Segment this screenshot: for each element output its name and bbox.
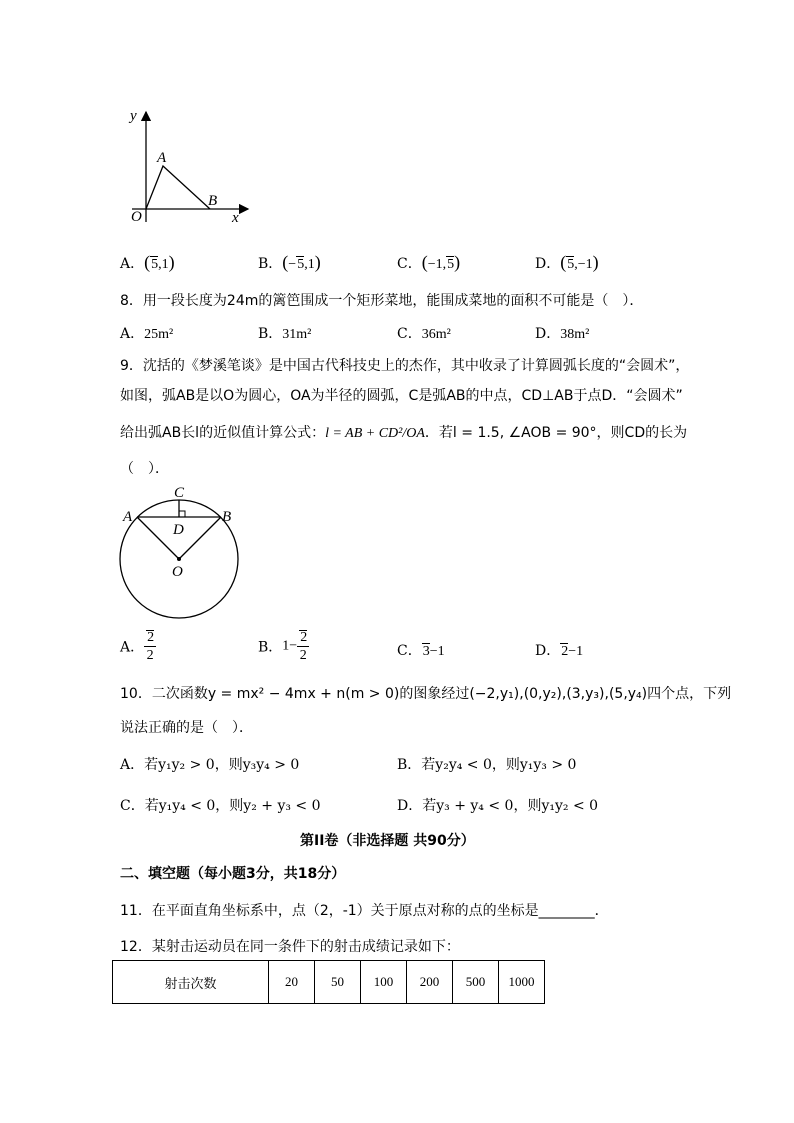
- section2-title: 二、填空题（每小题3分，共18分）: [120, 866, 346, 882]
- option-label: D．: [535, 256, 561, 272]
- option-label: C．: [120, 798, 145, 814]
- q8-stem: 8．用一段长度为24m的篱笆围成一个矩形菜地，能围成菜地的面积不可能是（ ）．: [120, 293, 644, 309]
- q10-option-d[interactable]: [397, 795, 598, 815]
- point-a-label: A: [157, 150, 167, 166]
- option-label: D．: [535, 326, 561, 342]
- q8-option-c[interactable]: [397, 323, 451, 343]
- option-label: A．: [120, 256, 145, 272]
- table-cell: 20: [269, 961, 315, 1004]
- option-label: C．: [397, 643, 422, 659]
- table-row: [113, 961, 545, 1004]
- q7-option-c[interactable]: C．(−1,5): [397, 252, 461, 272]
- point-c-label: C: [174, 485, 185, 501]
- point-b-label: B: [208, 193, 218, 209]
- origin-label: O: [131, 209, 142, 225]
- q7-figure: [110, 104, 260, 234]
- q9-line1: 9．沈括的《梦溪笔谈》是中国古代科技史上的杰作，其中收录了计算圆弧长度的“会圆术”，: [120, 358, 690, 374]
- option-label: D．: [535, 643, 561, 659]
- q7-option-b[interactable]: B．(−5,1): [258, 252, 321, 272]
- q10-option-b[interactable]: [397, 754, 576, 774]
- option-label: C．: [397, 256, 422, 272]
- option-label: A．: [120, 639, 145, 656]
- table-cell: 200: [407, 961, 453, 1004]
- point-a-label: A: [123, 509, 133, 525]
- point-o-label: O: [172, 564, 183, 580]
- option-label: D．: [397, 798, 423, 814]
- option-label: B．: [258, 256, 283, 272]
- q12-stem: 12．某射击运动员在同一条件下的射击成绩记录如下：: [120, 939, 460, 955]
- table-cell: 1000: [499, 961, 545, 1004]
- option-value: 36m²: [421, 327, 451, 342]
- option-value: 31m²: [282, 327, 312, 342]
- q10-line2: 说法正确的是（ ）．: [120, 720, 253, 736]
- point-b-label: B: [222, 509, 232, 525]
- point-d-label: D: [173, 522, 184, 538]
- option-label: B．: [397, 757, 422, 773]
- part2-title: 第II卷（非选择题 共90分）: [300, 833, 475, 849]
- center-dot: [177, 557, 181, 561]
- option-value: 若y₁y₂ > 0，则y₃y₄ > 0: [144, 757, 300, 773]
- table-cell: 50: [315, 961, 361, 1004]
- option-value: 若y₃ + y₄ < 0，则y₁y₂ < 0: [422, 798, 599, 814]
- q7-option-d[interactable]: D．(5,−1): [535, 252, 599, 272]
- q9-option-a[interactable]: A． $\frac{2}{2}$: [120, 630, 155, 663]
- q9-option-b[interactable]: B．1− $\frac{2}{2}$: [258, 630, 308, 663]
- q9-formula: l = AB + CD²/OA: [325, 426, 425, 441]
- option-label: C．: [397, 326, 422, 342]
- q8-option-b[interactable]: [258, 323, 311, 343]
- x-axis-label: x: [232, 210, 239, 226]
- q7-option-a[interactable]: A．(5,1): [120, 252, 175, 272]
- q9-line4: （ ）．: [120, 461, 169, 477]
- q9-option-c[interactable]: C．3−1: [397, 643, 445, 659]
- q11-stem: 11．在平面直角坐标系中，点（2，-1）关于原点对称的点的坐标是________．: [120, 903, 609, 919]
- table-header-cell: 射击次数: [113, 961, 269, 1004]
- triangle-oab: [146, 166, 210, 209]
- q9-line3-text: 给出弧AB长l的近似值计算公式：: [120, 425, 326, 441]
- option-value: 38m²: [560, 327, 590, 342]
- option-value: 若y₁y₄ < 0，则y₂ + y₃ < 0: [144, 798, 321, 814]
- q10-option-c[interactable]: [120, 795, 321, 815]
- table-cell: 500: [453, 961, 499, 1004]
- q10-line1: 10．二次函数y = mx² − 4mx + n(m > 0)的图象经过(−2,y₁),(0,y₂),(3,y₃),(5,y₄)四个点，下列: [120, 686, 732, 702]
- q9-figure: [112, 484, 252, 624]
- q9-line3: [120, 422, 687, 442]
- q8-option-d[interactable]: [535, 323, 589, 343]
- y-axis-label: y: [130, 108, 137, 124]
- q12-table: [112, 960, 545, 1004]
- q9-line3-tail: ．若l = 1.5, ∠AOB = 90°，则CD的长为: [424, 425, 688, 441]
- option-label: A．: [120, 757, 145, 773]
- q9-option-d[interactable]: D．2−1: [535, 643, 584, 659]
- q9-line2: 如图，弧AB是以O为圆心，OA为半径的圆弧，C是弧AB的中点，CD⊥AB于点D．“会圆术”: [120, 388, 683, 404]
- option-value: 若y₂y₄ < 0，则y₁y₃ > 0: [421, 757, 577, 773]
- q10-option-a[interactable]: [120, 754, 299, 774]
- q8-option-a[interactable]: [120, 323, 173, 343]
- right-angle-mark: [179, 511, 185, 517]
- option-label: B．: [258, 326, 283, 342]
- option-label: A．: [120, 326, 145, 342]
- option-label: B．: [258, 639, 283, 656]
- option-value: 25m²: [144, 327, 174, 342]
- table-cell: 100: [361, 961, 407, 1004]
- radius-ob: [179, 517, 221, 559]
